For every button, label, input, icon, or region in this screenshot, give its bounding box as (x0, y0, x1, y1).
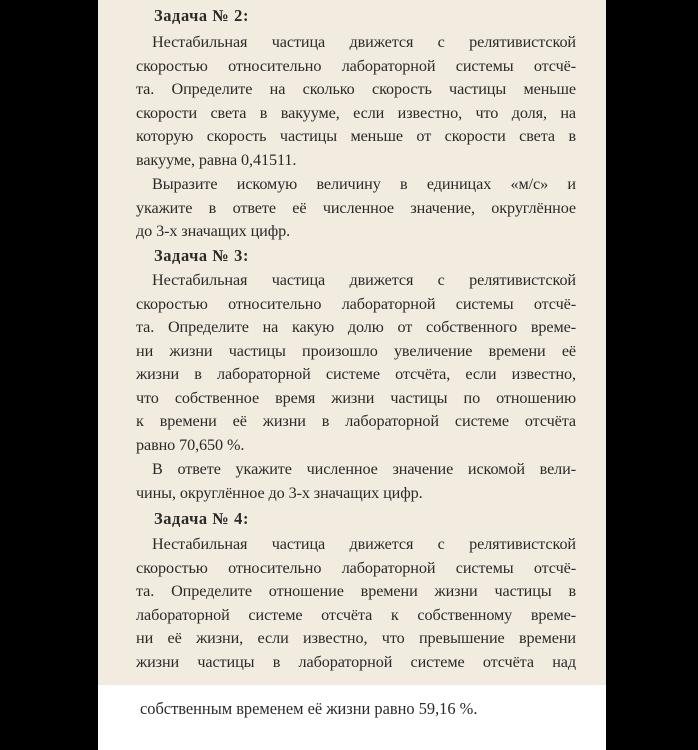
text-line: Нестабильная частица движется с релятивистской (152, 33, 576, 51)
text-line: равно 70,650 %. (136, 435, 245, 454)
text-line: В ответе укажите численное значение искомой вели- (152, 460, 576, 478)
text-line: ни жизни частицы произошло увеличение времени её (136, 341, 576, 360)
task-2-heading: Задача № 2: (154, 6, 250, 25)
task-2-paragraph-1 (136, 31, 576, 172)
text-line: скоростью относительно лабораторной системы отсчё- (136, 56, 576, 75)
text-line: ни её жизни, если известно, что превышение времени (136, 629, 576, 648)
text-line: та. Определите на какую долю от собственного време- (136, 318, 576, 337)
task-3-paragraph-1 (136, 269, 576, 457)
text-line: которую скорость частицы меньше от скорости света в (136, 127, 576, 146)
text-line: лабораторной системе отсчёта к собственному време- (136, 605, 576, 624)
page-scan-bottom (98, 676, 606, 750)
text-line: та. Определите отношение времени жизни частицы в (136, 582, 576, 601)
text-line: Нестабильная частица движется с релятивистской (152, 271, 576, 289)
task-4-heading: Задача № 4: (154, 509, 250, 528)
text-line: чины, округлённое до 3-х значащих цифр. (136, 483, 423, 502)
text-line: жизни в лабораторной системе отсчёта, если известно, (136, 365, 576, 384)
task-2-paragraph-2 (136, 173, 576, 244)
task-4-paragraph-1 (136, 533, 576, 674)
text-line: жизни частицы в лабораторной системе отсчёта над (136, 652, 576, 671)
text-line: скорости света в вакууме, если известно, что доля, на (136, 103, 576, 122)
text-line: укажите в ответе её численное значение, округлённое (136, 198, 576, 217)
text-line: Выразите искомую величину в единицах «м/с» и (152, 175, 576, 193)
page-scan-top (98, 0, 606, 676)
text-line: до 3-х значащих цифр. (136, 222, 291, 241)
text-line: Нестабильная частица движется с релятивистской (152, 535, 576, 553)
text-line: скоростью относительно лабораторной системы отсчё- (136, 294, 576, 313)
task-3-heading: Задача № 3: (154, 246, 250, 265)
task-3-paragraph-2 (136, 458, 576, 505)
text-line: вакууме, равна 0,41511. (136, 150, 297, 169)
text-line: что собственное время жизни частицы по отношению (136, 388, 576, 407)
text-line: та. Определите на сколько скорость частицы меньше (136, 80, 576, 99)
text-line: скоростью относительно лабораторной системы отсчё- (136, 558, 576, 577)
text-line: к времени её жизни в лабораторной системе отсчёта (136, 412, 576, 431)
task-4-last-line: собственным временем её жизни равно 59,16 %. (140, 699, 478, 718)
page-edge-strip (98, 676, 606, 685)
